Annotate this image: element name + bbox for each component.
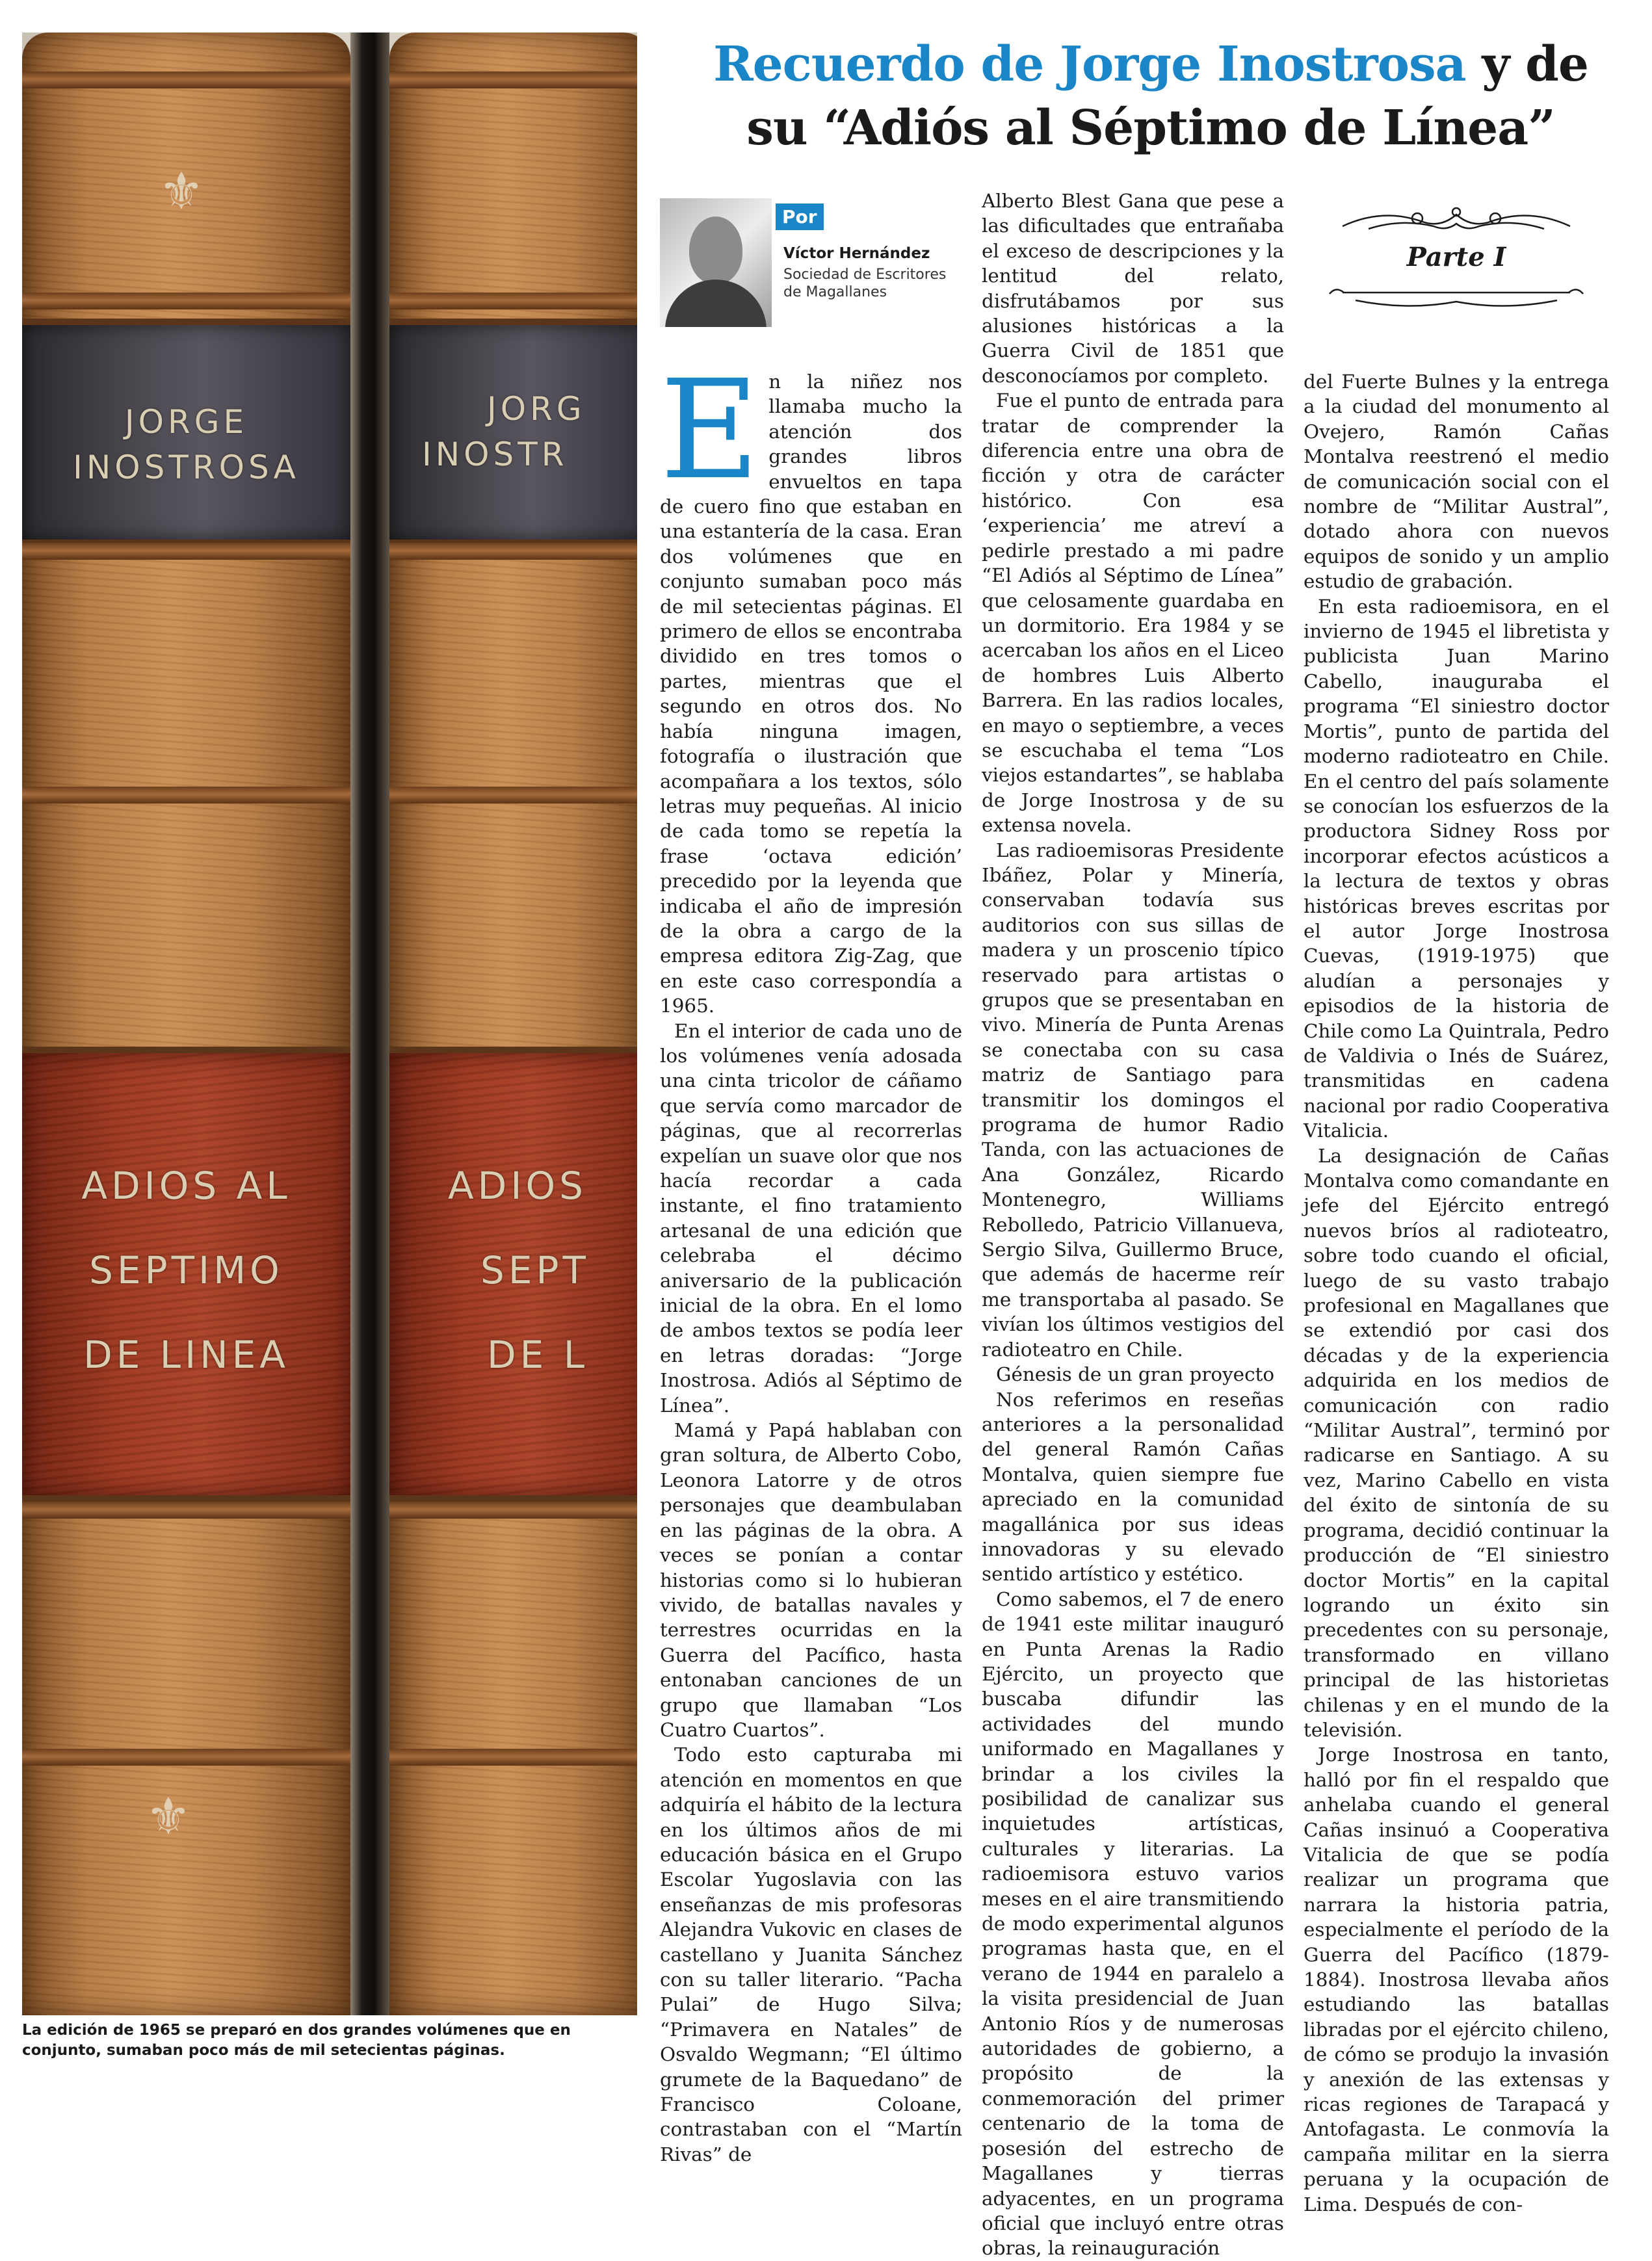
- author-organization: Sociedad de Escritores de Magallanes: [783, 267, 947, 300]
- paragraph: Nos referimos en reseñas anteriores a la personalidad del general Ramón Cañas Montalva, quien siempre fue apreciado en la comunidad magallánica por sus ideas innovadoras y su elevado sentido artístico y estético.: [982, 1388, 1284, 1586]
- byline: [660, 198, 965, 335]
- left-book-spine: [22, 33, 350, 2015]
- book-spines-photo: [22, 33, 637, 2015]
- headline-part-1: y de: [1465, 36, 1588, 92]
- part-label: Parte I: [1406, 242, 1506, 272]
- photo-caption: La edición de 1965 se preparó en dos grandes volúmenes que en conjunto, sumaban poco más de mil setecientas páginas.: [22, 2022, 571, 2059]
- paragraph: Como sabemos, el 7 de enero de 1941 este militar inauguró en Punta Arenas la Radio Ejército, un proyecto que buscaba difundir las actividades del mundo uniformado en Magallanes y brindar a los civiles la posibilidad de canalizar sus inquietudes artísticas, culturales y literarias. La radioemisora estuvo varios meses en el aire transmitiendo de modo experimental algunos programas hasta que, en el verano de 1944 en paralelo a la visita presidencial de Juan Antonio Ríos y de numerosas autoridades de gobierno, a propósito de la conmemoración del primer centenario de la toma de posesión del estrecho de Magallanes y tierras adyacentes, en un programa oficial que incluyó entre otras obras, la reinauguración: [982, 1588, 1284, 2260]
- headline-highlight: Recuerdo de Jorge Inostrosa: [713, 36, 1466, 92]
- spine-title-line-2: SEPT: [480, 1248, 590, 1292]
- paragraph: En esta radioemisora, en el invierno de 1945 el libretista y publicista Juan Marino Cabello, inauguraba el programa “El siniestro doctor Mortis”, punto de partida del moderno radioteatro en Chile. En el centro del país solamente se conocían los esfuerzos de la productora Sidney Ross por incorporar efectos acústicos a la lectura de textos y obras históricas breves escritas por el autor Jorge Inostrosa Cuevas, (1919-1975) que aludían a personajes y episodios de la historia de Chile como La Quintrala, Pedro de Valdivia o Inés de Suárez, transmitidas en cadena nacional por radio Cooperativa Vitalicia.: [1304, 595, 1609, 1142]
- spine-author-line-2: INOSTROSA: [73, 449, 300, 486]
- spine-title-line-3: DE L: [487, 1333, 589, 1377]
- paragraph: Alberto Blest Gana que pese a las dificultades que entrañaba el exceso de descripciones y la lentitud del relato, disfrutábamos por sus alusiones históricas a la Guerra Civil de 1851 que desconocíamos por completo.: [982, 190, 1284, 387]
- headline-part-2: su “Adiós al Séptimo de Línea”: [746, 100, 1555, 156]
- title-label-band: [22, 1047, 350, 1502]
- article-headline: [670, 33, 1632, 160]
- paragraph: Jorge Inostrosa en tanto, halló por fin el respaldo que anhelaba cuando el general Cañas insinuó a Cooperativa Vitalicia de que se podía realizar un programa que narrara la historia patria, especialmente el período de la Guerra del Pacífico (1879-1884). Inostrosa llevaba años estudiando las batallas libradas por el ejército chileno, de cómo se produjo la invasión y anexión de las extensas y ricas regiones de Tarapacá y Antofagasta. Le conmovía la campaña militar en la sierra peruana y la ocupación de Lima. Después de con-: [1304, 1744, 1609, 2215]
- spine-author-line-1: JORG: [487, 390, 586, 428]
- article-column-3: [1304, 369, 1609, 2215]
- right-book-spine: [389, 33, 637, 2015]
- article-column-1: [660, 350, 962, 2165]
- spine-author-line-1: JORGE: [124, 403, 248, 441]
- paragraph: Las radioemisoras Presidente Ibáñez, Polar y Minería, conservaban todavía sus auditorios con sus sillas de madera y un proscenio típico reservado para artistas o grupos que se presentaban en vivo. Minería de Punta Arenas se conectaba con su casa matriz de Santiago para transmitir los domingos el programa de humor Radio Tanda, con las actuaciones de Ana González, Ricardo Montenegro, Williams Rebolledo, Patricio Villanueva, Sergio Silva, Guillermo Bruce, que además de hacerme reír me transportaba al pasado. Se vivían los últimos vestigios del radioteatro en Chile.: [982, 839, 1284, 1361]
- paragraph: Todo esto capturaba mi atención en momentos en que adquiría el hábito de la lectura en los últimos años de mi educación básica en el Grupo Escolar Yugoslavia con las enseñanzas de mis profesoras Alejandra Vukovic en clases de castellano y Juanita Sánchez con su taller literario. “Pacha Pulai” de Hugo Silva; “Primavera en Natales” de Osvaldo Wegmann; “El último grumete de la Baquedano” de Francisco Coloane, contrastaban con el “Martín Rivas” de: [660, 1744, 962, 2165]
- paragraph: del Fuerte Bulnes y la entrega a la ciudad del monumento al Ovejero, Ramón Cañas Montalva reestrenó el medio de comunicación social con el nombre de “Militar Austral”, dotado ahora con nuevos equipos de sonido y un amplio estudio de grabación.: [1304, 371, 1609, 593]
- drop-cap: E: [660, 350, 760, 510]
- spine-title-line-1: ADIOS: [448, 1164, 587, 1208]
- spine-title-line-1: ADIOS AL: [81, 1164, 291, 1208]
- paragraph: En el interior de cada uno de los volúmenes venía adosada una cinta tricolor de cáñamo que servía como marcador de páginas, que al recorrerlas expelían un suave olor que nos hacía recordar a cada instante, el fino tratamiento artesanal de una edición que celebraba el décimo aniversario de la publicación inicial de la obra. En el lomo de ambos textos se podía leer en letras doradas: “Jorge Inostrosa. Adiós al Séptimo de Línea”.: [660, 1019, 962, 1417]
- author-name: Víctor Hernández: [783, 245, 930, 262]
- spine-author-line-2: INOSTR: [422, 436, 568, 473]
- author-label-band: [22, 319, 350, 546]
- spine-title-line-2: SEPTIMO: [89, 1248, 283, 1292]
- paragraph: La designación de Cañas Montalva como comandante en jefe del Ejército entregó nuevos bríos al radioteatro, sobre todo cuando el oficial, luego de su vasto trabajo profesional en Magallanes que se extendió por casi dos décadas y de la experiencia adquirida en los medios de comunicación con radio “Militar Austral”, terminó por radicarse en Santiago. A su vez, Marino Cabello en vista del éxito de sintonía de su programa, decidió continuar la producción de “El siniestro doctor Mortis” en la capital logrando un éxito sin precedentes con su personaje, transformado en villano principal de las historietas chilenas y en el mundo de la televisión.: [1304, 1144, 1609, 1741]
- author-photo: [660, 198, 772, 327]
- article-column-2: [982, 189, 1284, 2260]
- paragraph: Mamá y Papá hablaban con gran soltura, de Alberto Cobo, Leonora Latorre y de otros personajes que deambulaban en las páginas de la obra. A veces se ponían a contar historias como si lo hubieran vivido, de batallas navales y terrestres ocurridas en la Guerra del Pacífico, hasta entonaban canciones de un grupo que llamaban “Los Cuatro Cuartos”.: [660, 1419, 962, 1741]
- part-ornament: [1304, 195, 1609, 332]
- fleur-de-lis-icon: ⚜: [146, 1788, 191, 1846]
- byline-por-label: Por: [776, 203, 824, 230]
- subheading: Génesis de un gran proyecto: [996, 1363, 1275, 1386]
- paragraph: En la niñez nos llamaba mucho la atención dos grandes libros envueltos en tapa de cuero fino que estaban en una estantería de la casa. Eran dos volúmenes que en conjunto sumaban poco más de mil setecientas páginas. El primero de ellos se encontraba dividido en tres tomos o partes, mientras que el segundo en otros dos. No había ninguna imagen, fotografía o ilustración que acompañara a los textos, sólo letras muy pequeñas. Al inicio de cada tomo se repetía la frase ‘octava edición’ precedido por la leyenda que indicaba el año de impresión de la obra a cargo de la empresa editora Zig-Zag, que en este caso correspondía a 1965.: [660, 350, 962, 1017]
- fleur-de-lis-icon: ⚜: [159, 163, 204, 221]
- spine-title-line-3: DE LINEA: [83, 1333, 289, 1377]
- paragraph: Fue el punto de entrada para tratar de comprender la diferencia entre una obra de ficción y otra de carácter histórico. Con esa ‘experiencia’ me atreví a pedirle prestado a mi padre “El Adiós al Séptimo de Línea” que celosamente guardaba en un dormitorio. Era 1984 y se acercaban los años en el Liceo de hombres Luis Alberto Barrera. En las radios locales, en mayo o septiembre, a veces se escuchaba el tema “Los viejos estandartes”, se hablaba de Jorge Inostrosa y de su extensa novela.: [982, 389, 1284, 837]
